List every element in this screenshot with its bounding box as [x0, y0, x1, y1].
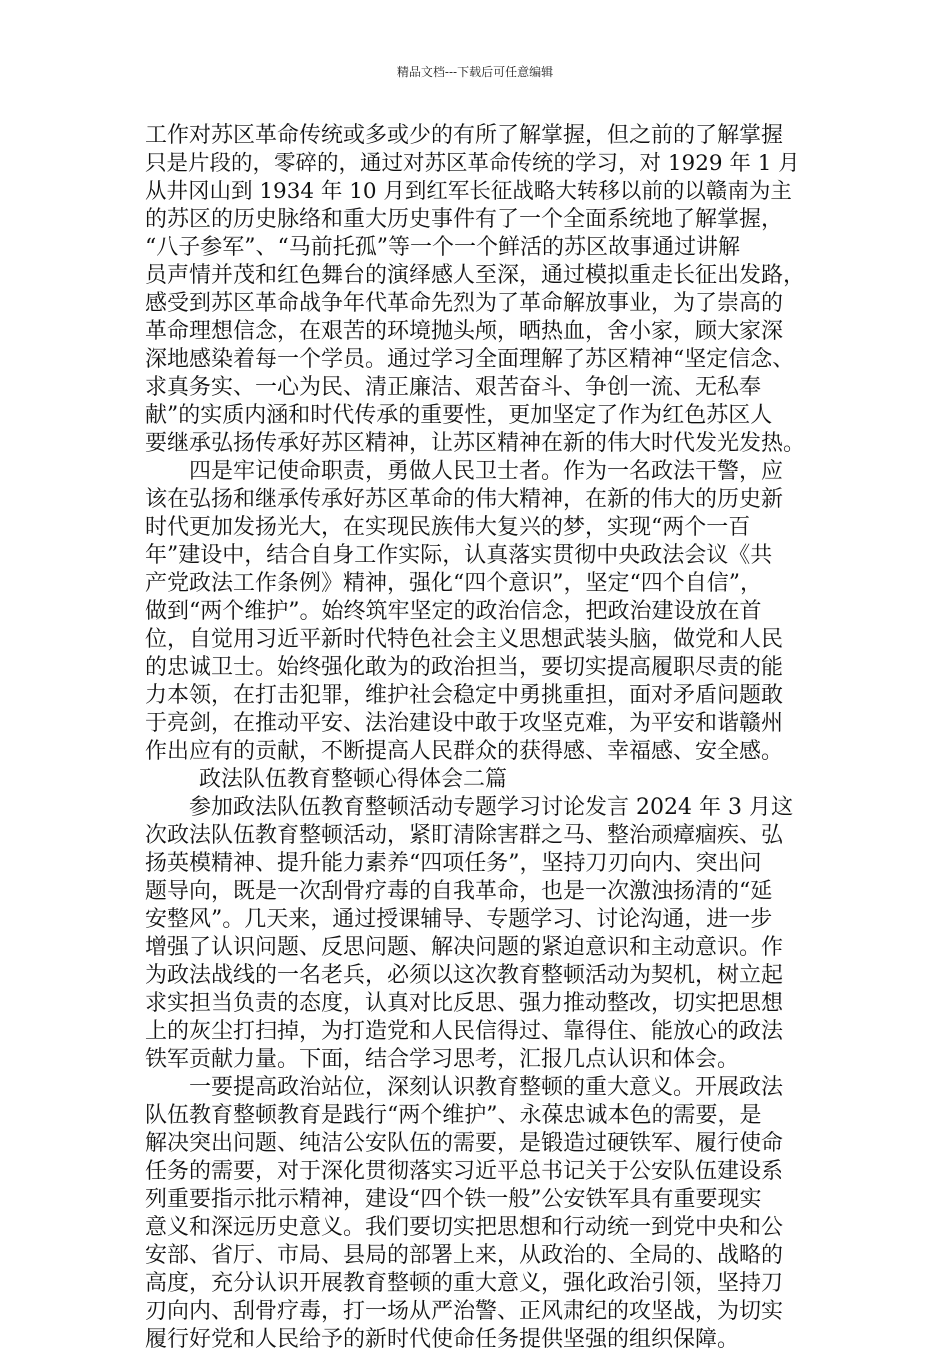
- text-line: 铁军贡献力量。下面，结合学习思考，汇报几点认识和体会。: [145, 1047, 740, 1072]
- text-line: 做到“两个维护”。始终筑牢坚定的政治信念，把政治建设放在首: [145, 599, 762, 624]
- text-line: 意义和深远历史意义。我们要切实把思想和行动统一到党中央和公: [145, 1215, 784, 1240]
- text-line: 的苏区的历史脉络和重大历史事件有了一个全面系统地了解掌握，: [145, 207, 784, 232]
- text-line: 扬英模精神、提升能力素养“四项任务”，坚持刀刃向内、突出问: [145, 851, 762, 876]
- text-line: 安部、省厅、市局、县局的部署上来，从政治的、全局的、战略的: [145, 1243, 784, 1268]
- text-line: 求实担当负责的态度，认真对比反思、强力推动整改，切实把思想: [145, 991, 784, 1016]
- text-line: 革命理想信念，在艰苦的环境抛头颅，晒热血，舍小家，顾大家深: [145, 319, 784, 344]
- text-line: 队伍教育整顿教育是践行“两个维护”、永葆忠诚本色的需要，是: [145, 1103, 762, 1128]
- text-line: 感受到苏区革命战争年代革命先烈为了革命解放事业，为了崇高的: [145, 291, 784, 316]
- text-line: “八子参军”、“马前托孤”等一个一个鲜活的苏区故事通过讲解: [145, 235, 740, 260]
- paragraph-start-line: 一要提高政治站位，深刻认识教育整顿的重大意义。开展政法: [189, 1075, 784, 1100]
- text-line: 献”的实质内涵和时代传承的重要性，更加坚定了作为红色苏区人: [145, 403, 773, 428]
- text-line: 次政法队伍教育整顿活动，紧盯清除害群之马、整治顽瘴痼疾、弘: [145, 823, 784, 848]
- text-line: 解决突出问题、纯洁公安队伍的需要，是锻造过硬铁军、履行使命: [145, 1131, 784, 1156]
- text-line: 安整风”。几天来，通过授课辅导、专题学习、讨论沟通，进一步: [145, 907, 773, 932]
- text-line: 员声情并茂和红色舞台的演绎感人至深，通过模拟重走长征出发路，: [145, 263, 806, 288]
- text-line: 列重要指示批示精神，建设“四个铁一般”公安铁军具有重要现实: [145, 1187, 762, 1212]
- text-line: 力本领，在打击犯罪，维护社会稳定中勇挑重担，面对矛盾问题敢: [145, 683, 784, 708]
- text-line: 于亮剑，在推动平安、法治建设中敢于攻坚克难，为平安和谐赣州: [145, 711, 784, 736]
- text-line: 该在弘扬和继承传承好苏区革命的伟大精神，在新的伟大的历史新: [145, 487, 784, 512]
- text-line: 产党政法工作条例》精神，强化“四个意识”，坚定“四个自信”，: [145, 571, 762, 596]
- document-body: [145, 122, 805, 1354]
- paragraph-start-line: 四是牢记使命职责，勇做人民卫士者。作为一名政法干警，应: [189, 459, 784, 484]
- text-line: 工作对苏区革命传统或多或少的有所了解掌握，但之前的了解掌握: [145, 123, 784, 148]
- paragraph-start-line: 参加政法队伍教育整顿活动专题学习讨论发言 2024 年 3 月这: [189, 795, 793, 820]
- text-line: 年”建设中，结合自身工作实际，认真落实贯彻中央政法会议《共: [145, 543, 773, 568]
- section-heading: 政法队伍教育整顿心得体会二篇: [199, 767, 508, 792]
- text-line: 求真务实、一心为民、清正廉洁、艰苦奋斗、争创一流、无私奉: [145, 375, 762, 400]
- text-line: 时代更加发扬光大，在实现民族伟大复兴的梦，实现“两个一百: [145, 515, 751, 540]
- text-line: 刃向内、刮骨疗毒，打一场从严治警、正风肃纪的攻坚战，为切实: [145, 1299, 784, 1324]
- text-line: 任务的需要，对于深化贯彻落实习近平总书记关于公安队伍建设系: [145, 1159, 784, 1184]
- text-line: 位，自觉用习近平新时代特色社会主义思想武装头脑，做党和人民: [145, 627, 784, 652]
- text-line: 上的灰尘打扫掉，为打造党和人民信得过、靠得住、能放心的政法: [145, 1019, 784, 1044]
- text-line: 只是片段的，零碎的，通过对苏区革命传统的学习，对 1929 年 1 月: [145, 151, 800, 176]
- text-line: 题导向，既是一次刮骨疗毒的自我革命，也是一次激浊扬清的“延: [145, 879, 773, 904]
- text-line: 增强了认识问题、反思问题、解决问题的紧迫意识和主动意识。作: [145, 935, 784, 960]
- text-line: 从井冈山到 1934 年 10 月到红军长征战略大转移以前的以赣南为主: [145, 179, 792, 204]
- text-line: 深地感染着每一个学员。通过学习全面理解了苏区精神“坚定信念、: [145, 347, 795, 372]
- text-line: 履行好党和人民给予的新时代使命任务提供坚强的组织保障。: [145, 1327, 740, 1352]
- text-line: 高度，充分认识开展教育整顿的重大意义，强化政治引领，坚持刀: [145, 1271, 784, 1296]
- text-line: 作出应有的贡献，不断提高人民群众的获得感、幸福感、安全感。: [145, 739, 784, 764]
- page-header: 精品文档---下载后可任意编辑: [396, 65, 554, 79]
- text-line: 要继承弘扬传承好苏区精神，让苏区精神在新的伟大时代发光发热。: [145, 431, 806, 456]
- text-line: 的忠诚卫士。始终强化敢为的政治担当，要切实提高履职尽责的能: [145, 655, 784, 680]
- text-line: 为政法战线的一名老兵，必须以这次教育整顿活动为契机，树立起: [145, 963, 784, 988]
